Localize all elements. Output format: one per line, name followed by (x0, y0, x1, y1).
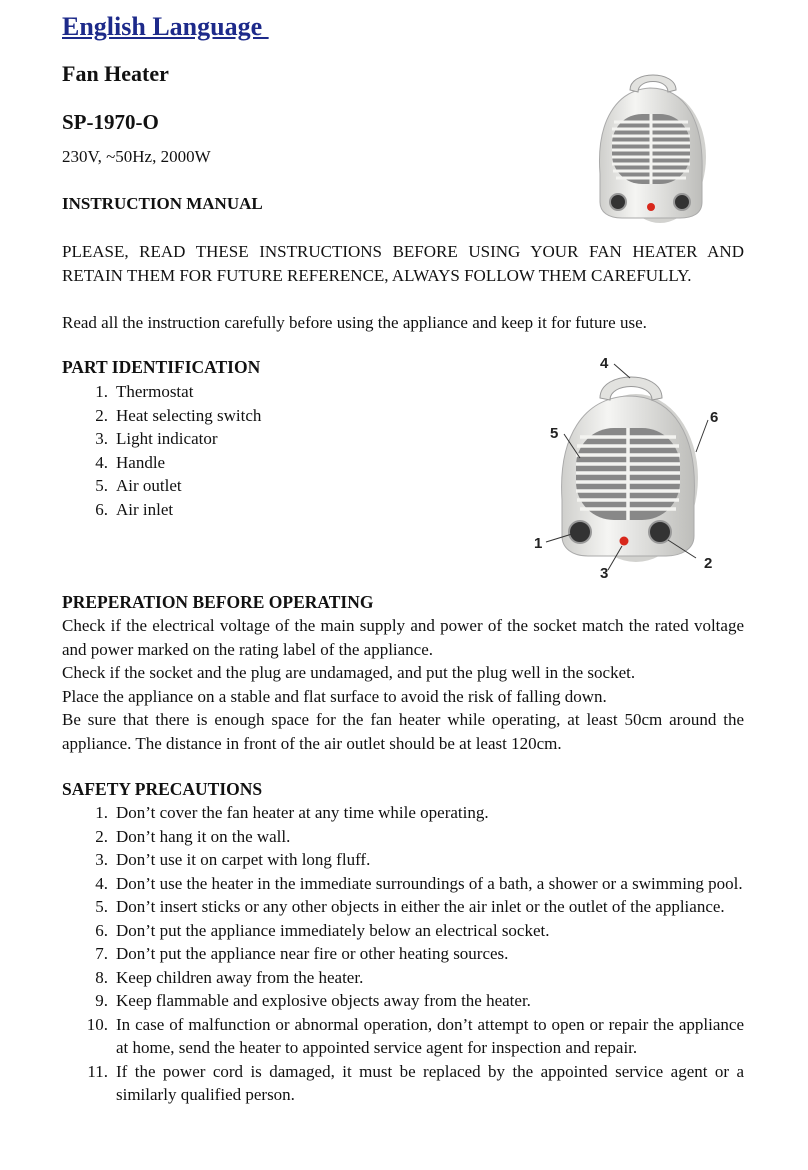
list-item: 3. Light indicator (95, 429, 218, 448)
list-item: 1. Thermostat (95, 382, 194, 401)
warning-paragraph: PLEASE, READ THESE INSTRUCTIONS BEFORE USING YOUR FAN HEATER AND RETAIN THEM FOR FUTURE REFERENCE, ALWAYS FOLLOW THEM CAREFULLY. (62, 242, 744, 285)
model-number: SP-1970-O (62, 110, 159, 134)
preparation-heading: PREPERATION BEFORE OPERATING (62, 592, 374, 612)
preparation-paragraph: Place the appliance on a stable and flat surface to avoid the risk of falling down. (62, 686, 607, 706)
diagram-label-4: 4 (600, 355, 609, 372)
list-item: 4. Handle (95, 452, 166, 472)
list-item: 2. Don’t hang it on the wall. (95, 826, 291, 846)
parts-heading: PART IDENTIFICATION (62, 357, 261, 377)
list-item: 1. Don’t cover the fan heater at any time while operating. (95, 803, 489, 822)
list-item: 7. Don’t put the appliance near fire or other heating sources. (95, 944, 509, 963)
manual-title: INSTRUCTION MANUAL (62, 194, 263, 213)
list-item: 4. Don’t use the heater in the immediate surroundings of a bath, a shower or a swimming pool. (95, 873, 743, 893)
parts-list (62, 380, 362, 521)
diagram-label-1: 1 (534, 535, 543, 552)
list-item: 6. Don’t put the appliance immediately below an electrical socket. (95, 920, 550, 940)
read-all-paragraph: Read all the instruction carefully before using the appliance and keep it for future use. (62, 313, 647, 332)
preparation-paragraph: Check if the electrical voltage of the main supply and power of the socket match the rated voltage and power marked on the rating label of the appliance. (62, 616, 744, 659)
diagram-label-3: 3 (600, 565, 609, 582)
list-item: 10. In case of malfunction or abnormal operation, don’t attempt to open or repair the appliance at home, send the heater to appointed service agent for inspection and repair. (86, 1014, 744, 1057)
specs-line: 230V, ~50Hz, 2000W (62, 147, 211, 166)
product-title: Fan Heater (62, 61, 169, 86)
list-item: 8. Keep children away from the heater. (95, 967, 364, 987)
list-item: 11. If the power cord is damaged, it must be replaced by the appointed service agent or a similarly qualified person. (87, 1061, 744, 1104)
safety-list (62, 801, 744, 1107)
list-item: 2. Heat selecting switch (95, 405, 262, 425)
language-title: English Language (62, 12, 269, 41)
diagram-label-5: 5 (550, 425, 559, 442)
list-item: 3. Don’t use it on carpet with long fluff. (95, 850, 371, 869)
safety-heading: SAFETY PRECAUTIONS (62, 779, 263, 799)
list-item: 5. Air outlet (95, 476, 182, 495)
list-item: 5. Don’t insert sticks or any other objects in either the air inlet or the outlet of the appliance. (95, 897, 725, 916)
preparation-body (62, 614, 744, 755)
part-diagram (528, 348, 728, 582)
preparation-paragraph: Be sure that there is enough space for the fan heater while operating, at least 50cm around the appliance. The distance in front of the air outlet should be at least 120cm. (62, 710, 744, 753)
preparation-paragraph: Check if the socket and the plug are undamaged, and put the plug well in the socket. (62, 663, 636, 682)
diagram-label-6: 6 (710, 409, 719, 426)
fan-heater-photo (588, 62, 718, 226)
diagram-label-2: 2 (704, 555, 713, 572)
list-item: 6. Air inlet (95, 499, 174, 519)
list-item: 9. Keep flammable and explosive objects away from the heater. (95, 991, 531, 1010)
